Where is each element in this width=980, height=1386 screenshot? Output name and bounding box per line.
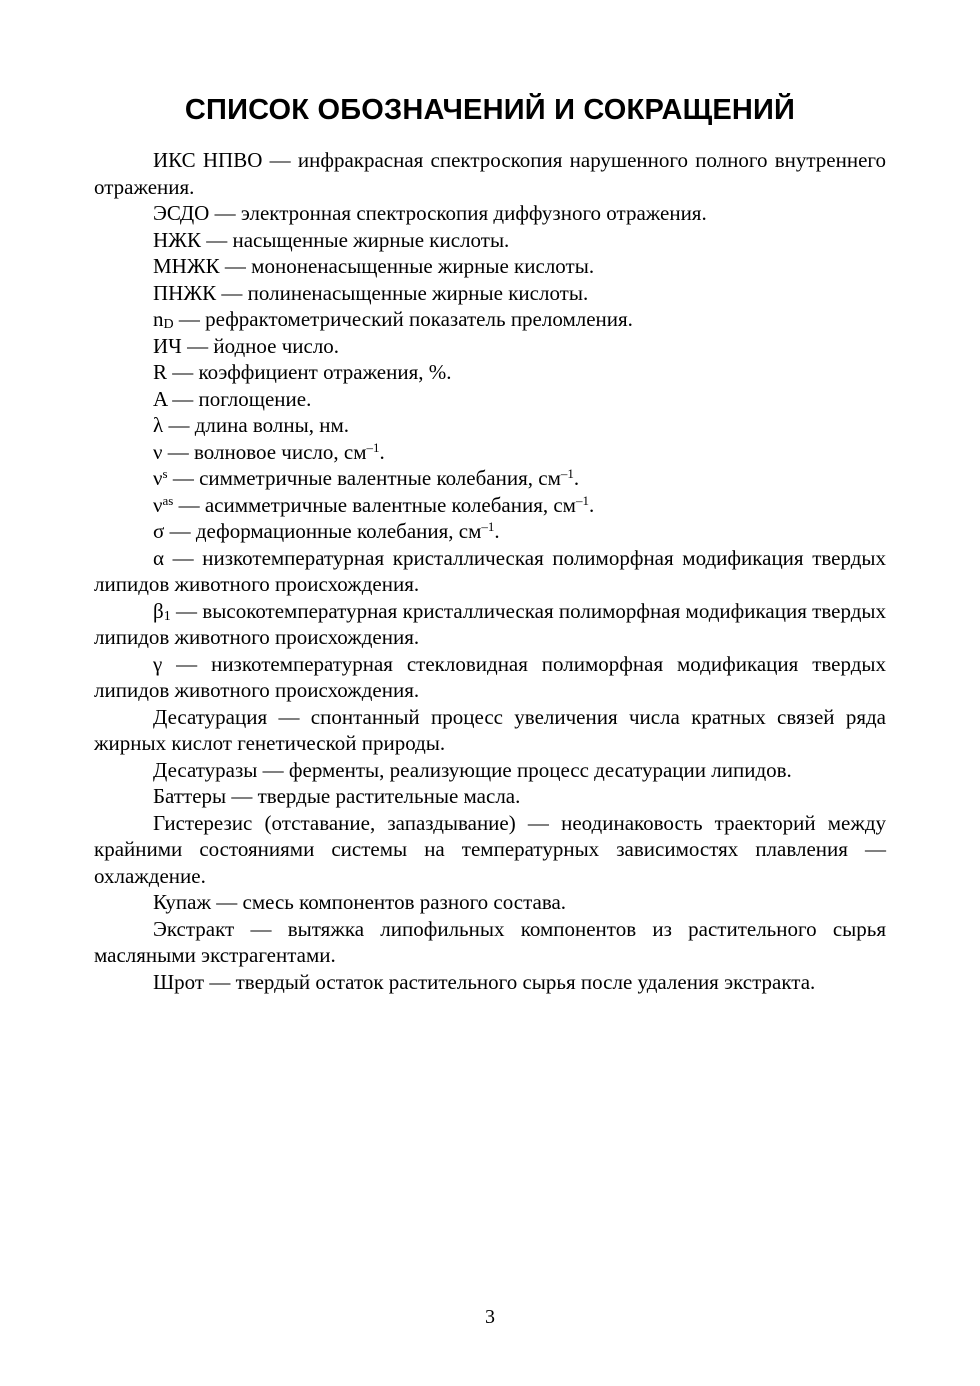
abbreviation-entry: α — низкотемпературная кристаллическая полиморфная модификация твердых липидов животного происхождения. [94,545,887,596]
entry-term: ИКС НПВО [153,148,263,172]
entry-term: A [153,386,168,411]
abbreviation-list [94,147,886,995]
unit-exponent: –1 [575,492,589,508]
page-number: 3 [485,1306,495,1328]
entry-end-punctuation: . [379,439,385,464]
abbreviation-entry: $\beta_1$ — высокотемпературная кристаллическая полиморфная модификация твердых липидов животного происхождения. [94,598,886,649]
entry-end-punctuation: . [573,466,580,490]
entry-term: β [153,598,164,623]
entry-term: Десатуразы [153,757,258,782]
entry-term: λ [153,413,164,437]
entry-definition: поглощение. [198,386,312,411]
abbreviation-entry: Экстракт — вытяжка липофильных компонентов из растительного сырья масляными экстрагентами. [94,916,886,967]
abbreviation-entry: НЖК — насыщенные жирные кислоты. [153,227,510,252]
page-title: СПИСОК ОБОЗНАЧЕНИЙ И СОКРАЩЕНИЙ [184,94,796,126]
abbreviation-entry: R — коэффициент отражения, %. [153,360,452,384]
abbreviation-entry: A — поглощение. [153,386,312,411]
entry-definition: ферменты, реализующие процесс десатурации липидов. [288,757,792,782]
entry-term: Баттеры [153,784,227,808]
entry-definition: электронная спектроскопия диффузного отражения. [240,201,707,225]
entry-term-superscript: as [162,492,174,508]
entry-definition: инфракрасная спектроскопия нарушенного полного внутреннего отражения. [94,148,886,199]
abbreviation-entry: Гистерезис (отставание, запаздывание) — неодинаковость траекторий между крайними состояниями системы на температурных зависимостях плавления — охлаждение. [94,810,887,888]
entry-definition: полиненасыщенные жирные кислоты. [247,280,589,305]
entry-definition: смесь компонентов разного состава. [242,890,567,914]
entry-term: ν [153,492,163,517]
entry-term: R [153,360,168,384]
entry-definition: неодинаковость траекторий между крайними состояниями системы на температурных зависимостях плавления — охлаждение. [94,810,887,888]
abbreviation-entry: Купаж — смесь компонентов разного состава. [153,890,567,914]
abbreviation-entry: Баттеры — твердые растительные масла. [153,784,521,808]
abbreviation-entry: МНЖК — мононенасыщенные жирные кислоты. [153,254,595,278]
abbreviation-entry: $\nu^s$ — симметричные валентные колебания, $см^{-1}$. [153,465,580,490]
abbreviation-entry: Десатуразы — ферменты, реализующие процесс десатурации липидов. [153,757,792,782]
entry-definition: деформационные колебания, см [195,519,482,543]
abbreviation-entry: ПНЖК — полиненасыщенные жирные кислоты. [153,280,589,305]
entry-term: МНЖК [153,254,220,278]
entry-definition: мононенасыщенные жирные кислоты. [251,254,595,278]
abbreviation-entry: σ — деформационные колебания, $см^{-1}$. [153,518,500,543]
entry-definition: низкотемпературная кристаллическая полиморфная модификация твердых липидов животного происхождения. [94,545,887,596]
entry-end-punctuation: . [588,492,595,517]
entry-definition: твердый остаток растительного сырья после удаления экстракта. [235,969,816,994]
entry-definition: твердые растительные масла. [257,784,521,808]
abbreviation-entry: $\nu^{as}$ — асимметричные валентные колебания, $см^{-1}$. [153,492,595,517]
entry-definition: йодное число. [213,333,340,358]
abbreviation-entry: Шрот — твердый остаток растительного сырья после удаления экстракта. [153,969,816,994]
entry-definition: волновое число, см [194,439,367,464]
entry-definition: насыщенные жирные кислоты. [232,227,510,252]
abbreviation-entry: Десатурация — спонтанный процесс увеличения числа кратных связей ряда жирных кислот генетической природы. [94,704,886,755]
entry-term: ИЧ [153,333,182,358]
entry-term: ЭСДО [153,201,210,225]
entry-definition: длина волны, нм. [194,413,349,437]
unit-exponent: –1 [481,518,495,534]
entry-term-subscript: D [163,317,174,333]
entry-definition: асимметричные валентные колебания, см [204,492,576,517]
entry-term-superscript: s [162,465,168,481]
abbreviation-entry: ЭСДО — электронная спектроскопия диффузного отражения. [153,201,707,225]
entry-term: Десатурация [153,704,268,729]
entry-term: ПНЖК [153,280,217,305]
entry-term: n [153,307,164,331]
abbreviation-entry: ИЧ — йодное число. [153,333,340,358]
entry-definition: высокотемпературная кристаллическая полиморфная модификация твердых липидов животного происхождения. [94,598,886,649]
entry-definition: вытяжка липофильных компонентов из растительного сырья масляными экстрагентами. [94,916,886,967]
entry-term: ν [153,466,163,490]
entry-end-punctuation: . [494,519,500,543]
entry-definition: симметричные валентные колебания, см [199,466,561,490]
unit-exponent: –1 [560,465,574,481]
abbreviation-entry: γ — низкотемпературная стекловидная полиморфная модификация твердых липидов животного происхождения. [94,651,886,702]
unit-exponent: –1 [366,439,380,455]
entry-term: Шрот [153,969,205,994]
entry-term-subscript: 1 [163,608,171,624]
entry-term: Экстракт [153,916,235,941]
entry-term: НЖК [153,227,201,252]
entry-definition: рефрактометрический показатель преломления. [205,307,633,331]
entry-term: Купаж [153,890,211,914]
entry-term: γ [153,651,163,676]
abbreviation-entry: ИКС НПВО — инфракрасная спектроскопия нарушенного полного внутреннего отражения. [94,148,886,199]
abbreviation-entry: λ — длина волны, нм. [153,413,349,437]
entry-term: α [153,545,165,570]
entry-definition: коэффициент отражения, %. [198,360,452,384]
entry-term: ν [153,439,163,464]
entry-term: Гистерезис (отставание, запаздывание) [153,810,516,835]
abbreviation-entry: ν — волновое число, $см^{-1}$. [153,439,385,464]
entry-definition: низкотемпературная стекловидная полиморфная модификация твердых липидов животного происхождения. [94,651,886,702]
entry-term: σ [153,519,165,543]
entry-definition: спонтанный процесс увеличения числа кратных связей ряда жирных кислот генетической природы. [94,704,886,755]
abbreviation-entry: $n_D$ — рефрактометрический показатель преломления. [153,307,633,333]
